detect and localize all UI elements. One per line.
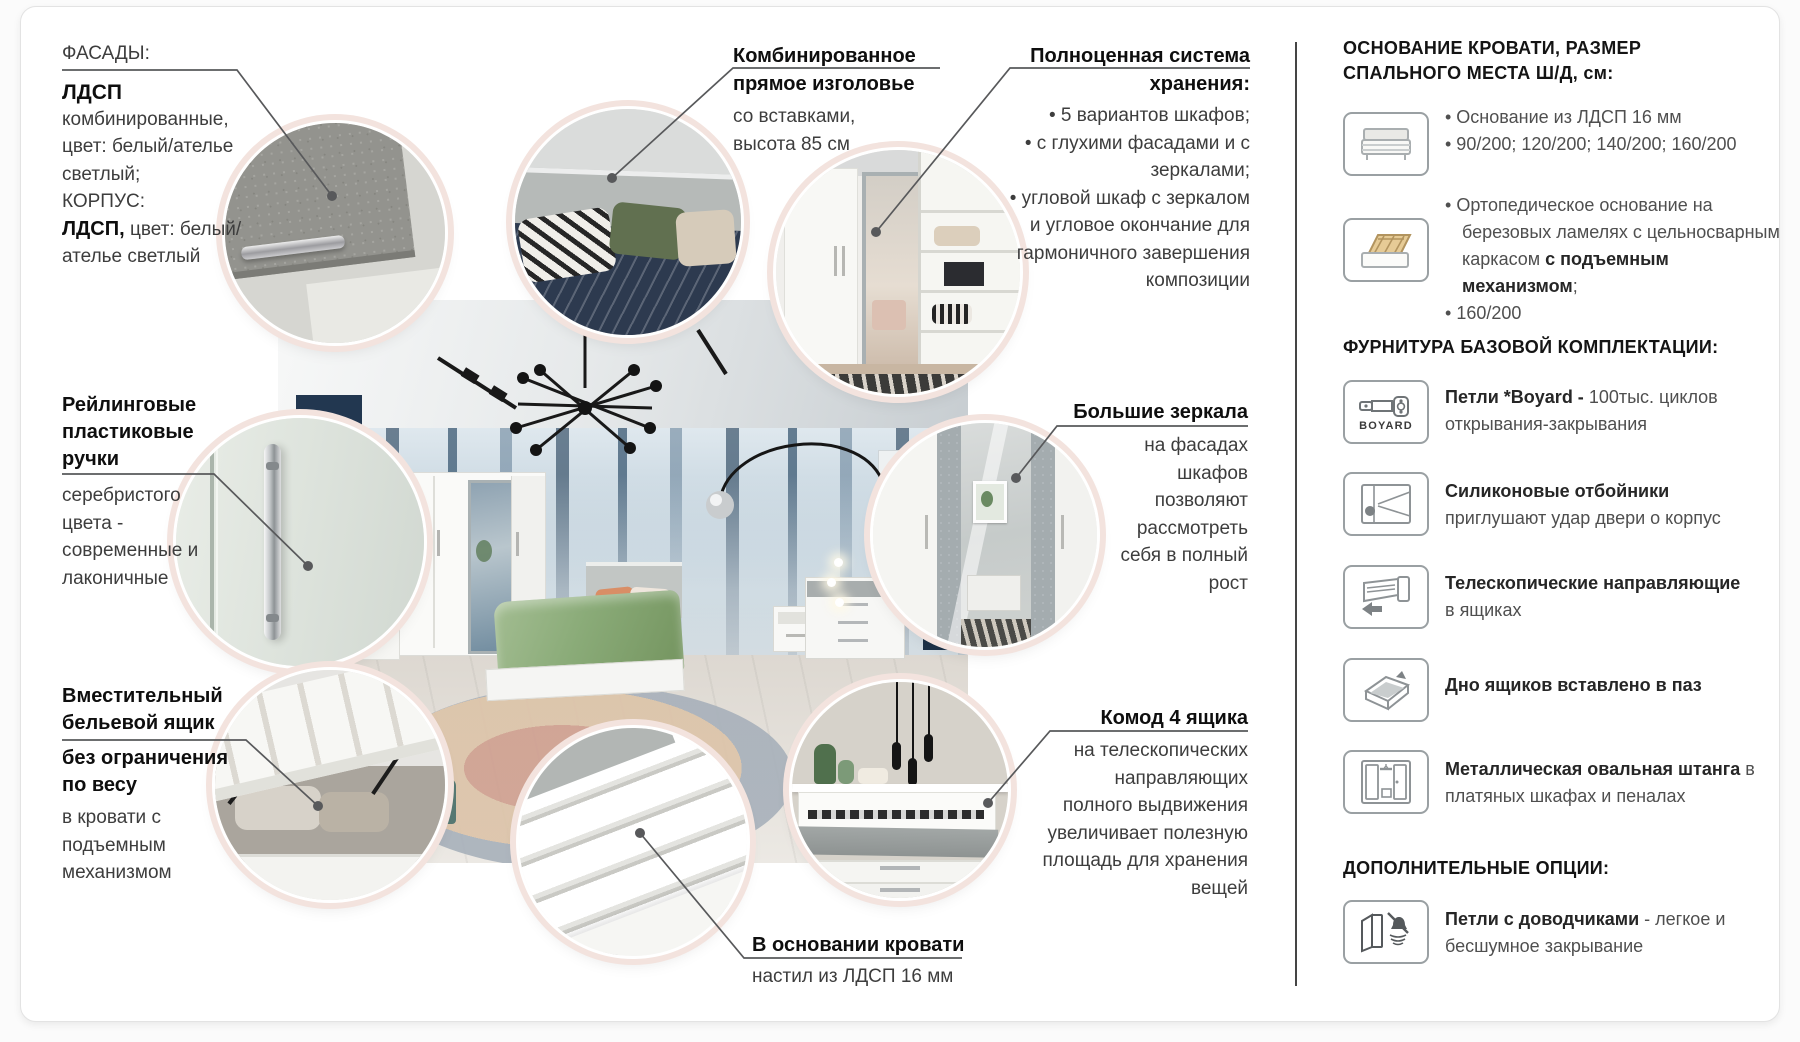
- pendant-cord-1: [896, 682, 898, 746]
- dresser-top: [792, 784, 1008, 792]
- callout-photo-headboard: [515, 109, 741, 335]
- callout-bedbase: [752, 933, 972, 991]
- headboard-text: со вставками, высота 85 см: [733, 106, 856, 155]
- callout-photo-mirror: [873, 423, 1097, 647]
- storage-bullets: • 5 вариантов шкафов; • с глухими фасадами и с зеркалами; • угловой шкаф с зеркалом и угловое окончание для гармоничного завершения композиции: [1009, 105, 1250, 291]
- stored-pillow: [319, 792, 389, 832]
- hinge-boyard-icon: [1343, 380, 1429, 444]
- headboard-title: Комбинированное прямое изголовье: [733, 45, 916, 95]
- spec-fit-3: Телескопические направляющие в ящиках: [1445, 573, 1741, 620]
- spec-opt-1: Петли с доводчиками - легкое и бесшумное закрывание: [1445, 909, 1726, 956]
- spec-fit-4: Дно ящиков вставлено в паз: [1445, 675, 1702, 695]
- handles-text: серебристого цвета - современные и лаконичные: [62, 485, 199, 589]
- pendant-cord-2: [912, 682, 914, 762]
- left-door-handle: [925, 515, 928, 549]
- frame-right: [1031, 423, 1055, 647]
- mirror-strip: [862, 172, 922, 380]
- callout-photo-slats: [519, 728, 747, 956]
- boyard-brand-label: BOYARD: [1359, 419, 1413, 432]
- spec-base-2: • Ортопедическое основание на березовых ламелях с цельносварным каркасом с подъемным механизмом; • 160/200: [1445, 192, 1785, 327]
- candles: [858, 768, 888, 784]
- storage-title: Полноценная система хранения:: [1030, 45, 1250, 95]
- rail-mount-bottom: [266, 614, 279, 622]
- facades-last-line: ателье светлый: [62, 246, 201, 267]
- callout-dresser: [1038, 706, 1248, 902]
- bed-lift-icon: [1343, 218, 1429, 282]
- callout-mirrors: [1070, 400, 1248, 597]
- callout-facades: [62, 40, 262, 271]
- callout-bedbox: [62, 683, 267, 887]
- white-door: [784, 168, 858, 370]
- callout-photo-storage: [776, 150, 1020, 394]
- telescopic-rail: [808, 810, 984, 819]
- door-handle-a: [842, 246, 845, 276]
- bedbox-title-2: без ограничения по весу: [62, 747, 229, 796]
- spec-fit-1: Петли *Boyard - 100тыс. циклов открывания-закрывания: [1445, 387, 1718, 434]
- lower-handle-2: [880, 888, 920, 892]
- right-door-handle: [1061, 515, 1064, 549]
- reflected-dresser: [967, 575, 1021, 611]
- spec-base-1: • Основание из ЛДСП 16 мм • 90/200; 120/200; 140/200; 160/200: [1445, 107, 1737, 154]
- drawer-bottom-icon: [1343, 658, 1429, 722]
- dark-box: [944, 262, 984, 286]
- folded-linen: [934, 226, 980, 246]
- sidebar-heading-base: ОСНОВАНИЕ КРОВАТИ, РАЗМЕР СПАЛЬНОГО МЕСТА Ш/Д, см:: [1343, 38, 1642, 83]
- shelf-4: [921, 330, 1020, 333]
- mirrors-text: на фасадах шкафов позволяют рассмотреть себя в полный рост: [1120, 435, 1248, 594]
- facades-mixed-line: ЛДСП, цвет: белый/: [62, 217, 242, 240]
- green-vase: [814, 744, 836, 784]
- callout-headboard: [733, 42, 948, 159]
- reflected-rug: [961, 619, 1031, 647]
- bed-base-icon: [1343, 112, 1429, 176]
- pendant-cord-3: [928, 682, 930, 738]
- door-handle-b: [834, 246, 837, 276]
- lower-drawer-1: [792, 860, 1008, 882]
- pendant-drop-2: [908, 758, 917, 786]
- sidebar-divider: [1295, 42, 1297, 986]
- facades-bold: ЛДСП: [62, 80, 122, 104]
- spec-base-2-size: • 160/200: [1445, 300, 1785, 327]
- bedbase-text: настил из ЛДСП 16 мм: [752, 966, 954, 987]
- callout-handles: [62, 392, 252, 592]
- patterned-item: [932, 304, 972, 324]
- spec-fit-5: Металлическая овальная штанга в платяных шкафах и пеналах: [1445, 759, 1755, 806]
- soft-close-hinge-icon: [1343, 900, 1429, 964]
- mirrors-title: Большие зеркала: [1073, 401, 1248, 423]
- dresser-title: Комод 4 ящика: [1100, 707, 1248, 729]
- dresser-text: на телескопических направляющих полного выдвижения увеличивает полезную площадь для хранения вещей: [1042, 740, 1248, 899]
- callout-photo-dresser: [792, 682, 1008, 898]
- lower-handle-1: [880, 866, 920, 870]
- spec-fit-2: Силиконовые отбойники приглушают удар двери о корпус: [1445, 481, 1721, 528]
- bedbox-title-1: Вместительный бельевой ящик: [62, 685, 223, 734]
- bw-rug: [816, 374, 1020, 394]
- pendant-drop-3: [924, 734, 933, 762]
- rail-mount-top: [266, 462, 279, 470]
- green-vase-small: [838, 760, 854, 784]
- telescopic-slide-icon: [1343, 565, 1429, 629]
- bedbase-title: В основании кровати: [752, 934, 965, 956]
- facades-lines: комбинированные, цвет: белый/ателье светлый; КОРПУС:: [62, 108, 234, 212]
- reflected-leaf: [981, 491, 993, 507]
- bedbox-text: в кровати с подъемным механизмом: [62, 807, 172, 883]
- silicone-bumper-icon: [1343, 472, 1429, 536]
- beige-pillow: [675, 209, 737, 267]
- callout-storage: [1003, 42, 1250, 295]
- sidebar-heading-fittings: ФУРНИТУРА БАЗОВОЙ КОМПЛЕКТАЦИИ:: [1343, 337, 1719, 357]
- pendant-drop-1: [892, 742, 901, 770]
- wardrobe-rod-icon: [1343, 750, 1429, 814]
- rail-handle: [264, 444, 281, 640]
- facades-label: ФАСАДЫ:: [62, 43, 150, 64]
- sidebar-heading-options: ДОПОЛНИТЕЛЬНЫЕ ОПЦИИ:: [1343, 858, 1610, 878]
- mirror-bed-reflection: [872, 300, 906, 330]
- handles-title: Рейлинговые пластиковые ручки: [62, 394, 197, 470]
- drawer-front-concrete: [794, 826, 998, 858]
